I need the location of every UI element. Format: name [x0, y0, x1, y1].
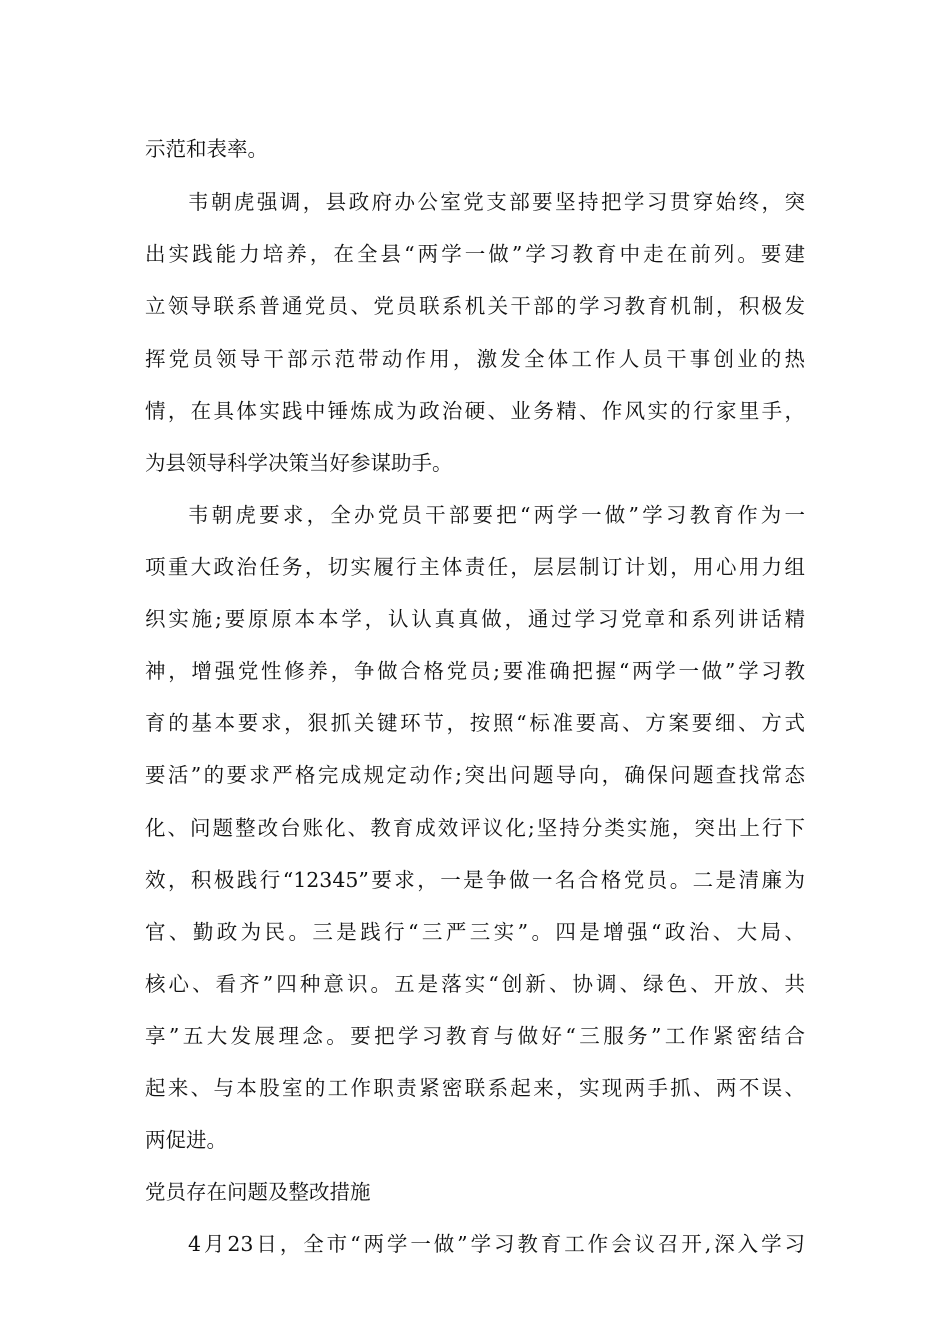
- section-heading: 党员存在问题及整改措施: [145, 1180, 371, 1204]
- paragraph-line: 项重大政治任务，切实履行主体责任，层层制订计划，用心用力组: [145, 555, 805, 579]
- paragraph-line: 育的基本要求，狠抓关键环节，按照“标准要高、方案要细、方式: [145, 711, 805, 735]
- paragraph-line: 为县领导科学决策当好参谋助手。: [145, 451, 453, 475]
- paragraph-line: 两促进。: [145, 1128, 227, 1152]
- paragraph-line: 起来、与本股室的工作职责紧密联系起来，实现两手抓、两不误、: [145, 1076, 805, 1100]
- paragraph-line: 织实施;要原原本本学，认认真真做，通过学习党章和系列讲话精: [145, 607, 805, 631]
- paragraph-line: 示范和表率。: [145, 137, 268, 161]
- paragraph-line: 情，在具体实践中锤炼成为政治硬、业务精、作风实的行家里手，: [145, 399, 805, 423]
- paragraph-line: 立领导联系普通党员、党员联系机关干部的学习教育机制，积极发: [145, 294, 805, 318]
- paragraph-line: 要活”的要求严格完成规定动作;突出问题导向，确保问题查找常态: [145, 763, 805, 787]
- paragraph-line: 出实践能力培养，在全县“两学一做”学习教育中走在前列。要建: [145, 242, 805, 266]
- paragraph-line: 韦朝虎强调，县政府办公室党支部要坚持把学习贯穿始终，突: [188, 190, 805, 214]
- paragraph-line: 挥党员领导干部示范带动作用，激发全体工作人员干事创业的热: [145, 347, 805, 371]
- paragraph-line: 神，增强党性修养，争做合格党员;要准确把握“两学一做”学习教: [145, 659, 805, 683]
- paragraph-line: 4月23日，全市“两学一做”学习教育工作会议召开,深入学习: [188, 1232, 805, 1256]
- paragraph-line: 官、勤政为民。三是践行“三严三实”。四是增强“政治、大局、: [145, 920, 805, 944]
- paragraph-line: 化、问题整改台账化、教育成效评议化;坚持分类实施，突出上行下: [145, 816, 805, 840]
- paragraph-line: 享”五大发展理念。要把学习教育与做好“三服务”工作紧密结合: [145, 1024, 805, 1048]
- paragraph-line: 韦朝虎要求，全办党员干部要把“两学一做”学习教育作为一: [188, 503, 805, 527]
- paragraph-line: 效，积极践行“12345”要求，一是争做一名合格党员。二是清廉为: [145, 868, 805, 892]
- paragraph-line: 核心、看齐”四种意识。五是落实“创新、协调、绿色、开放、共: [145, 972, 805, 996]
